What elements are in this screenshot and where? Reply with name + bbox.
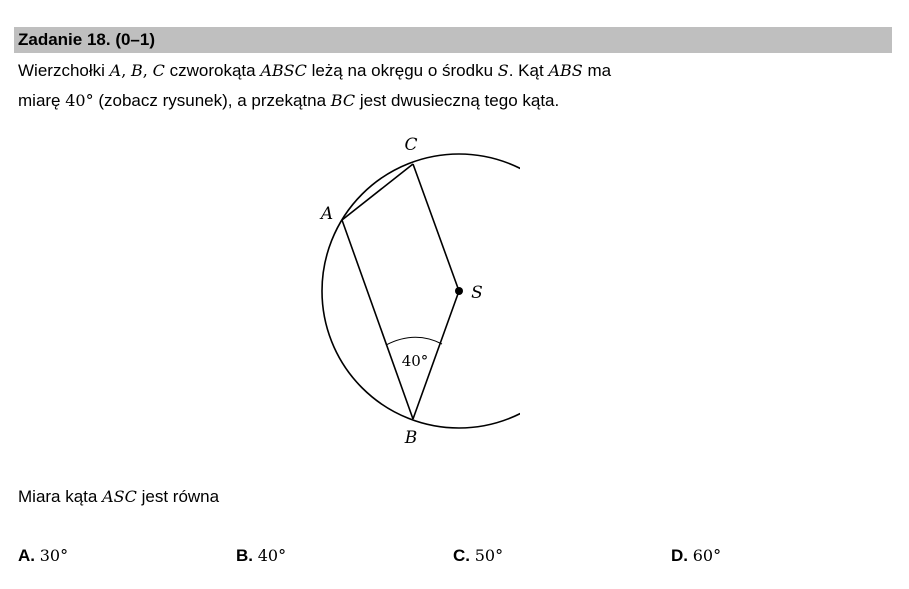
math-center: S <box>497 61 509 80</box>
label-a: A <box>320 204 334 224</box>
problem-text: ma <box>587 61 612 80</box>
label-b: B <box>404 428 418 448</box>
math-angle-value: 40° <box>65 91 94 110</box>
question-text: jest równa <box>141 487 220 506</box>
math-diagonal: BC <box>330 91 356 110</box>
answer-value: 50° <box>474 546 504 565</box>
problem-text: leżą na okręgu o środku <box>311 61 494 80</box>
answer-option-a[interactable] <box>18 545 68 567</box>
geometry-figure <box>300 125 520 460</box>
question <box>18 486 219 508</box>
problem-text: . Kąt <box>508 61 544 80</box>
answer-option-c[interactable] <box>453 545 503 567</box>
question-text: Miara kąta <box>18 487 98 506</box>
answer-option-b[interactable] <box>236 545 286 567</box>
task-header <box>14 27 892 53</box>
label-s: S <box>471 283 483 303</box>
circle <box>322 154 520 428</box>
answer-value: 60° <box>692 546 722 565</box>
math-angle-asc: ASC <box>102 487 137 506</box>
angle-label: 40° <box>401 352 429 370</box>
problem-text: Wierzchołki <box>18 61 105 80</box>
answer-option-d[interactable] <box>671 545 721 567</box>
math-separator: , <box>121 61 127 80</box>
segment-ab <box>342 220 413 419</box>
segment-ac <box>342 164 413 220</box>
math-var-c: C <box>152 61 165 80</box>
math-separator: , <box>142 61 148 80</box>
answer-letter: C. <box>453 546 470 565</box>
problem-line-2 <box>18 90 559 112</box>
answer-value: 30° <box>39 546 69 565</box>
segment-cs <box>413 164 459 291</box>
math-var-a: A <box>109 61 122 80</box>
problem-text: miarę <box>18 91 61 110</box>
math-var-b: B <box>131 61 143 80</box>
problem-text: (zobacz rysunek), a przekątna <box>98 91 327 110</box>
answer-value: 40° <box>257 546 287 565</box>
answer-letter: B. <box>236 546 253 565</box>
problem-text: czworokąta <box>169 61 256 80</box>
angle-arc <box>386 337 442 345</box>
label-c: C <box>404 135 418 155</box>
math-quadrilateral: ABSC <box>260 61 307 80</box>
problem-text: jest dwusieczną tego kąta. <box>359 91 560 110</box>
answer-letter: D. <box>671 546 688 565</box>
math-angle-abs: ABS <box>548 61 583 80</box>
task-title: Zadanie 18. (0–1) <box>18 30 156 49</box>
answer-letter: A. <box>18 546 35 565</box>
center-point <box>455 287 463 295</box>
problem-line-1 <box>18 60 611 82</box>
